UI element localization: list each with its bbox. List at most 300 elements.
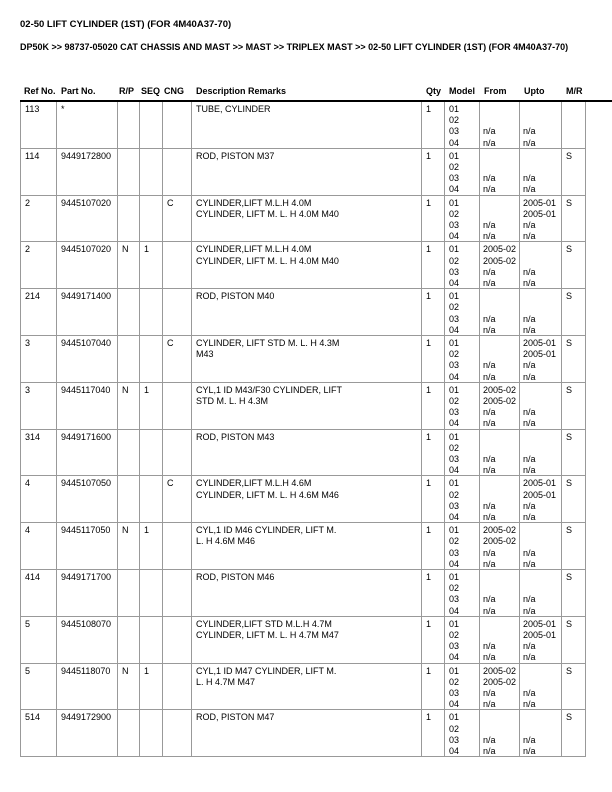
cell-line: 04 bbox=[449, 324, 460, 335]
cell-line: n/a bbox=[483, 652, 496, 663]
cell-line bbox=[483, 302, 519, 313]
cell-ref-no: 4 bbox=[20, 523, 57, 570]
cell-mr: S bbox=[562, 664, 586, 711]
cell-line: 04 bbox=[449, 184, 460, 195]
cell-line bbox=[483, 432, 519, 443]
cell-line: 2005-02 bbox=[483, 676, 517, 687]
cell-line bbox=[483, 198, 519, 209]
cell-cng bbox=[163, 102, 192, 149]
cell-line: CYL,1 ID M47 CYLINDER, LIFT M. bbox=[196, 665, 337, 676]
cell-seq bbox=[140, 196, 163, 243]
cell-description bbox=[192, 523, 422, 570]
cell-ref-no: 414 bbox=[20, 570, 57, 617]
cell-line: CYL,1 ID M43/F30 CYLINDER, LIFT bbox=[196, 384, 343, 395]
cell-rp bbox=[118, 476, 140, 523]
cell-rp: N bbox=[118, 523, 140, 570]
cell-line: CYLINDER, LIFT M. L. H 4.6M M46 bbox=[196, 489, 339, 500]
cell-upto bbox=[520, 523, 562, 570]
cell-seq bbox=[140, 570, 163, 617]
cell-line: 03 bbox=[449, 407, 460, 418]
cell-line: n/a bbox=[523, 277, 536, 288]
cell-line: n/a bbox=[483, 511, 496, 522]
cell-description bbox=[192, 617, 422, 664]
cell-line: n/a bbox=[523, 184, 536, 195]
cell-description bbox=[192, 710, 422, 757]
cell-line: 01 bbox=[449, 150, 460, 161]
cell-from bbox=[480, 664, 520, 711]
cell-qty: 1 bbox=[422, 617, 445, 664]
cell-line bbox=[523, 724, 561, 735]
cell-ref-no: 2 bbox=[20, 242, 57, 289]
cell-line: n/a bbox=[483, 313, 496, 324]
cell-description bbox=[192, 149, 422, 196]
cell-seq bbox=[140, 430, 163, 477]
cell-line: 01 bbox=[449, 431, 460, 442]
table-row bbox=[20, 523, 586, 570]
cell-line: 2005-01 bbox=[523, 629, 557, 640]
cell-line: 02 bbox=[449, 115, 460, 126]
cell-line: 04 bbox=[449, 652, 460, 663]
cell-model bbox=[445, 617, 480, 664]
cell-line: 01 bbox=[449, 291, 460, 302]
cell-part-no: 9449171400 bbox=[57, 289, 118, 336]
cell-seq bbox=[140, 476, 163, 523]
cell-line: n/a bbox=[523, 745, 536, 756]
cell-description bbox=[192, 336, 422, 383]
cell-line: ROD, PISTON M40 bbox=[196, 291, 275, 302]
cell-line: 02 bbox=[449, 536, 460, 547]
cell-line bbox=[523, 162, 561, 173]
cell-line: n/a bbox=[483, 418, 496, 429]
cell-mr: S bbox=[562, 617, 586, 664]
cell-rp bbox=[118, 196, 140, 243]
cell-model bbox=[445, 383, 480, 430]
cell-line bbox=[523, 432, 561, 443]
cell-cng: C bbox=[163, 336, 192, 383]
cell-line: CYLINDER, LIFT M. L. H 4.0M M40 bbox=[196, 208, 339, 219]
cell-line: n/a bbox=[483, 126, 496, 137]
cell-line: n/a bbox=[483, 547, 496, 558]
cell-line: n/a bbox=[483, 184, 496, 195]
cell-line bbox=[523, 151, 561, 162]
cell-part-no: 9449171700 bbox=[57, 570, 118, 617]
cell-line: 04 bbox=[449, 699, 460, 710]
cell-line: 02 bbox=[449, 395, 460, 406]
cell-line bbox=[523, 536, 561, 547]
cell-line: 03 bbox=[449, 547, 460, 558]
cell-line: STD M. L. H 4.3M bbox=[196, 395, 269, 406]
cell-model bbox=[445, 102, 480, 149]
cell-seq: 1 bbox=[140, 383, 163, 430]
cell-line: ROD, PISTON M46 bbox=[196, 571, 275, 582]
cell-line bbox=[523, 104, 561, 115]
cell-line: n/a bbox=[523, 500, 536, 511]
cell-line: 02 bbox=[449, 489, 460, 500]
cell-upto bbox=[520, 664, 562, 711]
table-row bbox=[20, 336, 586, 383]
cell-line: 01 bbox=[449, 618, 460, 629]
cell-mr: S bbox=[562, 289, 586, 336]
column-header-ref-no: Ref No. bbox=[24, 86, 56, 96]
cell-model bbox=[445, 710, 480, 757]
cell-line: 04 bbox=[449, 277, 460, 288]
column-header-qty: Qty bbox=[426, 86, 442, 96]
cell-seq bbox=[140, 710, 163, 757]
cell-part-no: 9449172900 bbox=[57, 710, 118, 757]
cell-model bbox=[445, 664, 480, 711]
cell-line: ROD, PISTON M37 bbox=[196, 150, 275, 161]
cell-line: 02 bbox=[449, 161, 460, 172]
cell-line: 01 bbox=[449, 104, 460, 114]
cell-line: n/a bbox=[483, 641, 496, 652]
cell-cng bbox=[163, 617, 192, 664]
cell-line bbox=[483, 619, 519, 630]
cell-line bbox=[483, 349, 519, 360]
cell-line: n/a bbox=[483, 231, 496, 242]
cell-line: n/a bbox=[523, 418, 536, 429]
cell-mr bbox=[562, 102, 586, 149]
cell-part-no: 9445107020 bbox=[57, 242, 118, 289]
cell-line bbox=[483, 209, 519, 220]
cell-line: n/a bbox=[483, 594, 496, 605]
cell-mr: S bbox=[562, 149, 586, 196]
cell-line bbox=[523, 115, 561, 126]
cell-ref-no: 214 bbox=[20, 289, 57, 336]
cell-model bbox=[445, 149, 480, 196]
cell-cng bbox=[163, 523, 192, 570]
cell-part-no: 9445108070 bbox=[57, 617, 118, 664]
cell-line bbox=[523, 666, 561, 677]
cell-cng: C bbox=[163, 196, 192, 243]
cell-line: n/a bbox=[523, 324, 536, 335]
cell-line: 01 bbox=[449, 478, 460, 489]
cell-description bbox=[192, 196, 422, 243]
cell-line: n/a bbox=[483, 219, 496, 230]
table-row bbox=[20, 570, 586, 617]
cell-line: n/a bbox=[523, 699, 536, 710]
cell-qty: 1 bbox=[422, 570, 445, 617]
cell-line: 03 bbox=[449, 360, 460, 371]
cell-line: TUBE, CYLINDER bbox=[196, 104, 271, 114]
cell-qty: 1 bbox=[422, 102, 445, 149]
cell-line: L. H 4.7M M47 bbox=[196, 676, 256, 687]
cell-qty: 1 bbox=[422, 523, 445, 570]
cell-line: n/a bbox=[523, 641, 536, 652]
cell-line: n/a bbox=[523, 465, 536, 476]
cell-line: n/a bbox=[483, 745, 496, 756]
cell-line: n/a bbox=[523, 313, 536, 324]
column-header-description-remarks: Description Remarks bbox=[196, 86, 287, 96]
cell-line bbox=[483, 338, 519, 349]
cell-rp bbox=[118, 430, 140, 477]
cell-ref-no: 514 bbox=[20, 710, 57, 757]
cell-line: 04 bbox=[449, 511, 460, 522]
cell-upto bbox=[520, 476, 562, 523]
cell-line: 03 bbox=[449, 219, 460, 230]
cell-part-no: 9445117040 bbox=[57, 383, 118, 430]
cell-line bbox=[523, 525, 561, 536]
cell-model bbox=[445, 570, 480, 617]
cell-part-no: 9445107020 bbox=[57, 196, 118, 243]
cell-upto bbox=[520, 242, 562, 289]
cell-qty: 1 bbox=[422, 710, 445, 757]
table-row bbox=[20, 430, 586, 477]
cell-line bbox=[523, 572, 561, 583]
cell-line bbox=[483, 162, 519, 173]
cell-line: n/a bbox=[523, 558, 536, 569]
cell-ref-no: 3 bbox=[20, 336, 57, 383]
cell-line bbox=[523, 256, 561, 267]
cell-line: 2005-01 bbox=[523, 208, 557, 219]
cell-upto bbox=[520, 430, 562, 477]
cell-line bbox=[483, 291, 519, 302]
cell-ref-no: 5 bbox=[20, 617, 57, 664]
cell-mr: S bbox=[562, 476, 586, 523]
cell-from bbox=[480, 289, 520, 336]
cell-mr: S bbox=[562, 383, 586, 430]
cell-line: 03 bbox=[449, 126, 460, 137]
breadcrumb: DP50K >> 98737-05020 CAT CHASSIS AND MAST >> MAST >> TRIPLEX MAST >> 02-50 LIFT CYLINDER (1ST) (FOR 4M40A37-70) bbox=[20, 42, 569, 52]
table-header-row bbox=[20, 85, 586, 97]
cell-line bbox=[483, 583, 519, 594]
cell-line: CYLINDER,LIFT M.L.H 4.0M bbox=[196, 244, 312, 255]
cell-ref-no: 2 bbox=[20, 196, 57, 243]
cell-upto bbox=[520, 102, 562, 149]
cell-line: 01 bbox=[449, 384, 460, 395]
cell-seq: 1 bbox=[140, 242, 163, 289]
cell-rp: N bbox=[118, 664, 140, 711]
cell-qty: 1 bbox=[422, 476, 445, 523]
cell-model bbox=[445, 430, 480, 477]
cell-part-no: 9445107050 bbox=[57, 476, 118, 523]
cell-cng bbox=[163, 289, 192, 336]
cell-line: 03 bbox=[449, 594, 460, 605]
column-header-upto: Upto bbox=[524, 86, 545, 96]
cell-qty: 1 bbox=[422, 430, 445, 477]
cell-line: n/a bbox=[483, 699, 496, 710]
cell-from bbox=[480, 242, 520, 289]
cell-line: CYLINDER, LIFT STD M. L. H 4.3M bbox=[196, 337, 340, 348]
cell-upto bbox=[520, 710, 562, 757]
cell-line: CYLINDER,LIFT M.L.H 4.0M bbox=[196, 197, 312, 208]
cell-line: 2005-01 bbox=[523, 489, 557, 500]
cell-line: CYLINDER,LIFT STD M.L.H 4.7M bbox=[196, 618, 332, 629]
cell-line: 2005-02 bbox=[483, 244, 517, 255]
table-body bbox=[20, 102, 586, 757]
cell-line: ROD, PISTON M47 bbox=[196, 712, 275, 723]
cell-line: n/a bbox=[523, 652, 536, 663]
cell-upto bbox=[520, 570, 562, 617]
column-header-model: Model bbox=[449, 86, 475, 96]
cell-line: n/a bbox=[523, 594, 536, 605]
cell-model bbox=[445, 523, 480, 570]
cell-line: 03 bbox=[449, 173, 460, 184]
cell-ref-no: 113 bbox=[20, 102, 57, 149]
cell-upto bbox=[520, 336, 562, 383]
cell-qty: 1 bbox=[422, 242, 445, 289]
cell-cng bbox=[163, 664, 192, 711]
cell-line: 02 bbox=[449, 208, 460, 219]
cell-line: n/a bbox=[483, 407, 496, 418]
cell-model bbox=[445, 476, 480, 523]
cell-from bbox=[480, 476, 520, 523]
cell-line: n/a bbox=[483, 360, 496, 371]
cell-ref-no: 4 bbox=[20, 476, 57, 523]
cell-from bbox=[480, 570, 520, 617]
cell-cng bbox=[163, 149, 192, 196]
cell-cng bbox=[163, 242, 192, 289]
cell-line: 04 bbox=[449, 137, 460, 148]
cell-line: 04 bbox=[449, 418, 460, 429]
cell-seq bbox=[140, 149, 163, 196]
cell-seq: 1 bbox=[140, 523, 163, 570]
table-row bbox=[20, 617, 586, 664]
cell-line: 04 bbox=[449, 231, 460, 242]
cell-line: n/a bbox=[523, 734, 536, 745]
cell-description bbox=[192, 476, 422, 523]
cell-line: M43 bbox=[196, 349, 214, 360]
cell-seq bbox=[140, 336, 163, 383]
cell-ref-no: 5 bbox=[20, 664, 57, 711]
cell-from bbox=[480, 102, 520, 149]
table-row bbox=[20, 383, 586, 430]
cell-line: 01 bbox=[449, 571, 460, 582]
cell-line: L. H 4.6M M46 bbox=[196, 536, 256, 547]
cell-ref-no: 114 bbox=[20, 149, 57, 196]
cell-line bbox=[483, 490, 519, 501]
page-title: 02-50 LIFT CYLINDER (1ST) (FOR 4M40A37-70) bbox=[20, 19, 232, 30]
cell-cng bbox=[163, 430, 192, 477]
cell-part-no: 9449171600 bbox=[57, 430, 118, 477]
cell-line bbox=[523, 244, 561, 255]
cell-line: n/a bbox=[483, 137, 496, 148]
cell-from bbox=[480, 196, 520, 243]
cell-rp bbox=[118, 149, 140, 196]
cell-line: n/a bbox=[483, 277, 496, 288]
cell-line: n/a bbox=[523, 407, 536, 418]
cell-line: n/a bbox=[483, 453, 496, 464]
column-header-from: From bbox=[484, 86, 507, 96]
cell-line bbox=[483, 712, 519, 723]
cell-line: n/a bbox=[483, 266, 496, 277]
cell-line: 03 bbox=[449, 500, 460, 511]
cell-description bbox=[192, 664, 422, 711]
cell-from bbox=[480, 430, 520, 477]
cell-cng bbox=[163, 570, 192, 617]
cell-line: CYLINDER, LIFT M. L. H 4.7M M47 bbox=[196, 629, 339, 640]
cell-line: 01 bbox=[449, 244, 460, 255]
cell-qty: 1 bbox=[422, 289, 445, 336]
cell-line: 2005-01 bbox=[523, 337, 557, 348]
cell-line: 2005-02 bbox=[483, 525, 517, 536]
table-row bbox=[20, 664, 586, 711]
cell-line: n/a bbox=[483, 734, 496, 745]
cell-line: n/a bbox=[523, 266, 536, 277]
cell-line: 01 bbox=[449, 665, 460, 676]
cell-seq bbox=[140, 289, 163, 336]
cell-model bbox=[445, 242, 480, 289]
column-header-seq: SEQ bbox=[141, 86, 161, 96]
cell-line bbox=[523, 583, 561, 594]
cell-seq bbox=[140, 617, 163, 664]
cell-line bbox=[523, 291, 561, 302]
cell-line: CYLINDER,LIFT M.L.H 4.6M bbox=[196, 478, 312, 489]
cell-rp bbox=[118, 570, 140, 617]
cell-line: n/a bbox=[523, 137, 536, 148]
cell-from bbox=[480, 710, 520, 757]
cell-line bbox=[483, 630, 519, 641]
cell-qty: 1 bbox=[422, 664, 445, 711]
column-header-rp: R/P bbox=[119, 86, 135, 96]
cell-mr: S bbox=[562, 710, 586, 757]
cell-line: n/a bbox=[483, 605, 496, 616]
cell-line: 02 bbox=[449, 302, 460, 313]
cell-line bbox=[483, 724, 519, 735]
cell-description bbox=[192, 430, 422, 477]
cell-line: n/a bbox=[523, 511, 536, 522]
cell-description bbox=[192, 570, 422, 617]
cell-description bbox=[192, 102, 422, 149]
cell-line: 2005-01 bbox=[523, 478, 557, 489]
cell-line: n/a bbox=[523, 231, 536, 242]
cell-ref-no: 3 bbox=[20, 383, 57, 430]
cell-line bbox=[523, 677, 561, 688]
cell-qty: 1 bbox=[422, 336, 445, 383]
table-row bbox=[20, 289, 586, 336]
cell-line: 04 bbox=[449, 605, 460, 616]
cell-upto bbox=[520, 617, 562, 664]
cell-line: CYLINDER, LIFT M. L. H 4.0M M40 bbox=[196, 255, 339, 266]
cell-model bbox=[445, 289, 480, 336]
cell-line: 02 bbox=[449, 255, 460, 266]
cell-line: n/a bbox=[523, 547, 536, 558]
cell-line: 01 bbox=[449, 712, 460, 723]
cell-line: 01 bbox=[449, 197, 460, 208]
cell-line: 03 bbox=[449, 313, 460, 324]
cell-rp bbox=[118, 617, 140, 664]
cell-mr: S bbox=[562, 196, 586, 243]
cell-line: n/a bbox=[483, 687, 496, 698]
cell-seq bbox=[140, 102, 163, 149]
cell-line: 03 bbox=[449, 453, 460, 464]
cell-line: 02 bbox=[449, 629, 460, 640]
cell-line bbox=[523, 302, 561, 313]
cell-line: n/a bbox=[523, 219, 536, 230]
cell-line bbox=[523, 396, 561, 407]
cell-line: 02 bbox=[449, 723, 460, 734]
cell-line: 02 bbox=[449, 349, 460, 360]
cell-line: n/a bbox=[523, 605, 536, 616]
cell-line: CYL,1 ID M46 CYLINDER, LIFT M. bbox=[196, 525, 337, 536]
cell-line: n/a bbox=[483, 500, 496, 511]
cell-cng bbox=[163, 383, 192, 430]
cell-upto bbox=[520, 196, 562, 243]
cell-model bbox=[445, 336, 480, 383]
cell-line: 2005-02 bbox=[483, 384, 517, 395]
cell-mr: S bbox=[562, 570, 586, 617]
cell-upto bbox=[520, 289, 562, 336]
table-row bbox=[20, 102, 586, 149]
cell-ref-no: 314 bbox=[20, 430, 57, 477]
cell-line bbox=[483, 115, 519, 126]
cell-line bbox=[483, 478, 519, 489]
cell-part-no: 9445118070 bbox=[57, 664, 118, 711]
cell-line: n/a bbox=[523, 126, 536, 137]
cell-from bbox=[480, 383, 520, 430]
cell-upto bbox=[520, 149, 562, 196]
cell-line: n/a bbox=[483, 371, 496, 382]
cell-line bbox=[483, 104, 519, 115]
